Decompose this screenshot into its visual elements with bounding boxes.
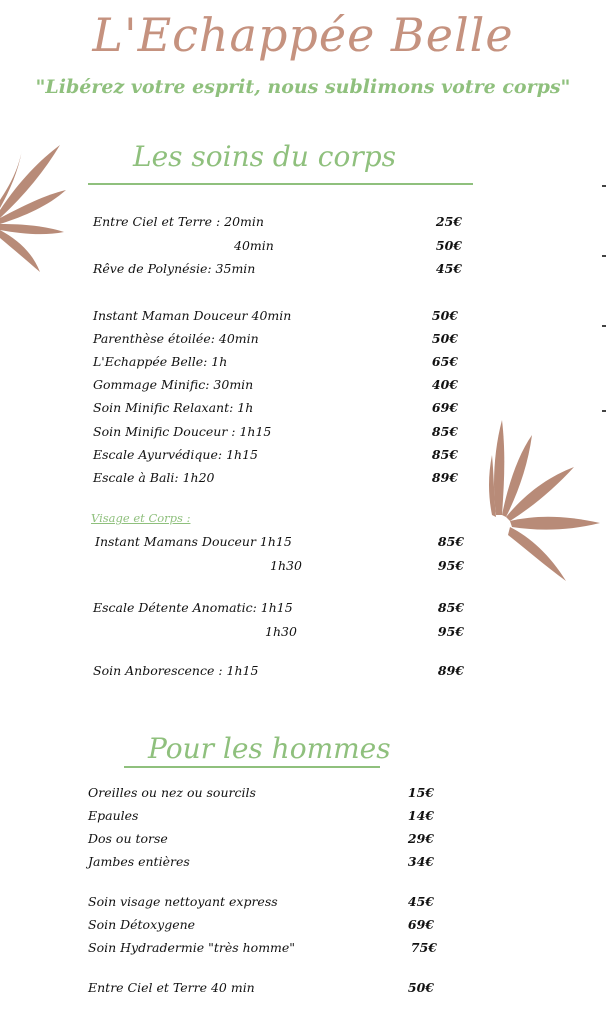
palm-leaf-icon-right: [488, 415, 606, 585]
tagline: "Libérez votre esprit, nous sublimons votre corps": [35, 76, 571, 98]
menu-item-price: 50€: [431, 331, 458, 346]
menu-item-label: 1h30: [270, 558, 302, 573]
menu-item-label: Gommage Minific: 30min: [93, 377, 254, 392]
menu-item-price: 85€: [431, 447, 458, 462]
menu-item-label: Jambes entières: [88, 854, 190, 869]
menu-item-label: Epaules: [88, 808, 139, 823]
menu-item-label: 1h30: [265, 624, 297, 639]
menu-item-price: 15€: [407, 785, 434, 800]
menu-item-label: Soin Détoxygene: [88, 917, 196, 932]
menu-item-label: Parenthèse étoilée: 40min: [93, 331, 259, 346]
menu-item-price: 95€: [437, 624, 464, 639]
menu-item-price: 45€: [435, 261, 462, 276]
menu-item-price: 89€: [431, 470, 458, 485]
edge-mark: [602, 185, 606, 187]
menu-item-price: 65€: [431, 354, 458, 369]
section-divider: [124, 766, 380, 768]
menu-item-label: Entre Ciel et Terre : 20min: [93, 214, 264, 229]
menu-item-label: Oreilles ou nez ou sourcils: [88, 785, 256, 800]
menu-item-label: Escale à Bali: 1h20: [93, 470, 215, 485]
edge-mark: [602, 325, 606, 327]
menu-item-label: Soin Minific Relaxant: 1h: [93, 400, 254, 415]
menu-item-price: 50€: [435, 238, 462, 253]
menu-item-label: Soin Hydradermie "très homme": [88, 940, 296, 955]
menu-item-price: 45€: [407, 894, 434, 909]
menu-item-label: Soin visage nettoyant express: [88, 894, 278, 909]
menu-item-label: L'Echappée Belle: 1h: [93, 354, 228, 369]
menu-item-price: 69€: [407, 917, 434, 932]
menu-item-label: Soin Anborescence : 1h15: [93, 663, 259, 678]
menu-item-label: Instant Mamans Douceur 1h15: [95, 534, 292, 549]
menu-item-price: 75€: [410, 940, 437, 955]
menu-item-price: 85€: [437, 600, 464, 615]
menu-item-label: Soin Minific Douceur : 1h15: [93, 424, 272, 439]
menu-item-label: Escale Détente Anomatic: 1h15: [93, 600, 293, 615]
menu-item-price: 69€: [431, 400, 458, 415]
menu-item-price: 34€: [407, 854, 434, 869]
palm-leaf-icon-left: [0, 140, 70, 280]
menu-item-label: Entre Ciel et Terre 40 min: [88, 980, 255, 995]
menu-item-label: Escale Ayurvédique: 1h15: [93, 447, 258, 462]
menu-item-label: Rêve de Polynésie: 35min: [93, 261, 256, 276]
menu-item-label: Instant Maman Douceur 40min: [93, 308, 292, 323]
section-title-body: Les soins du corps: [133, 140, 396, 173]
edge-mark: [602, 410, 606, 412]
menu-item-price: 50€: [407, 980, 434, 995]
menu-item-price: 50€: [431, 308, 458, 323]
section-divider: [88, 183, 473, 185]
subhead-visage-corps: Visage et Corps :: [91, 511, 191, 525]
menu-item-price: 40€: [431, 377, 458, 392]
menu-item-price: 95€: [437, 558, 464, 573]
section-title-men: Pour les hommes: [148, 732, 391, 765]
menu-item-price: 29€: [407, 831, 434, 846]
menu-item-price: 85€: [431, 424, 458, 439]
menu-item-price: 89€: [437, 663, 464, 678]
brand-title: L'Echappée Belle: [92, 8, 514, 62]
menu-item-label: 40min: [234, 238, 274, 253]
menu-item-price: 14€: [407, 808, 434, 823]
menu-item-label: Dos ou torse: [88, 831, 168, 846]
menu-item-price: 25€: [435, 214, 462, 229]
menu-item-price: 85€: [437, 534, 464, 549]
edge-mark: [602, 255, 606, 257]
